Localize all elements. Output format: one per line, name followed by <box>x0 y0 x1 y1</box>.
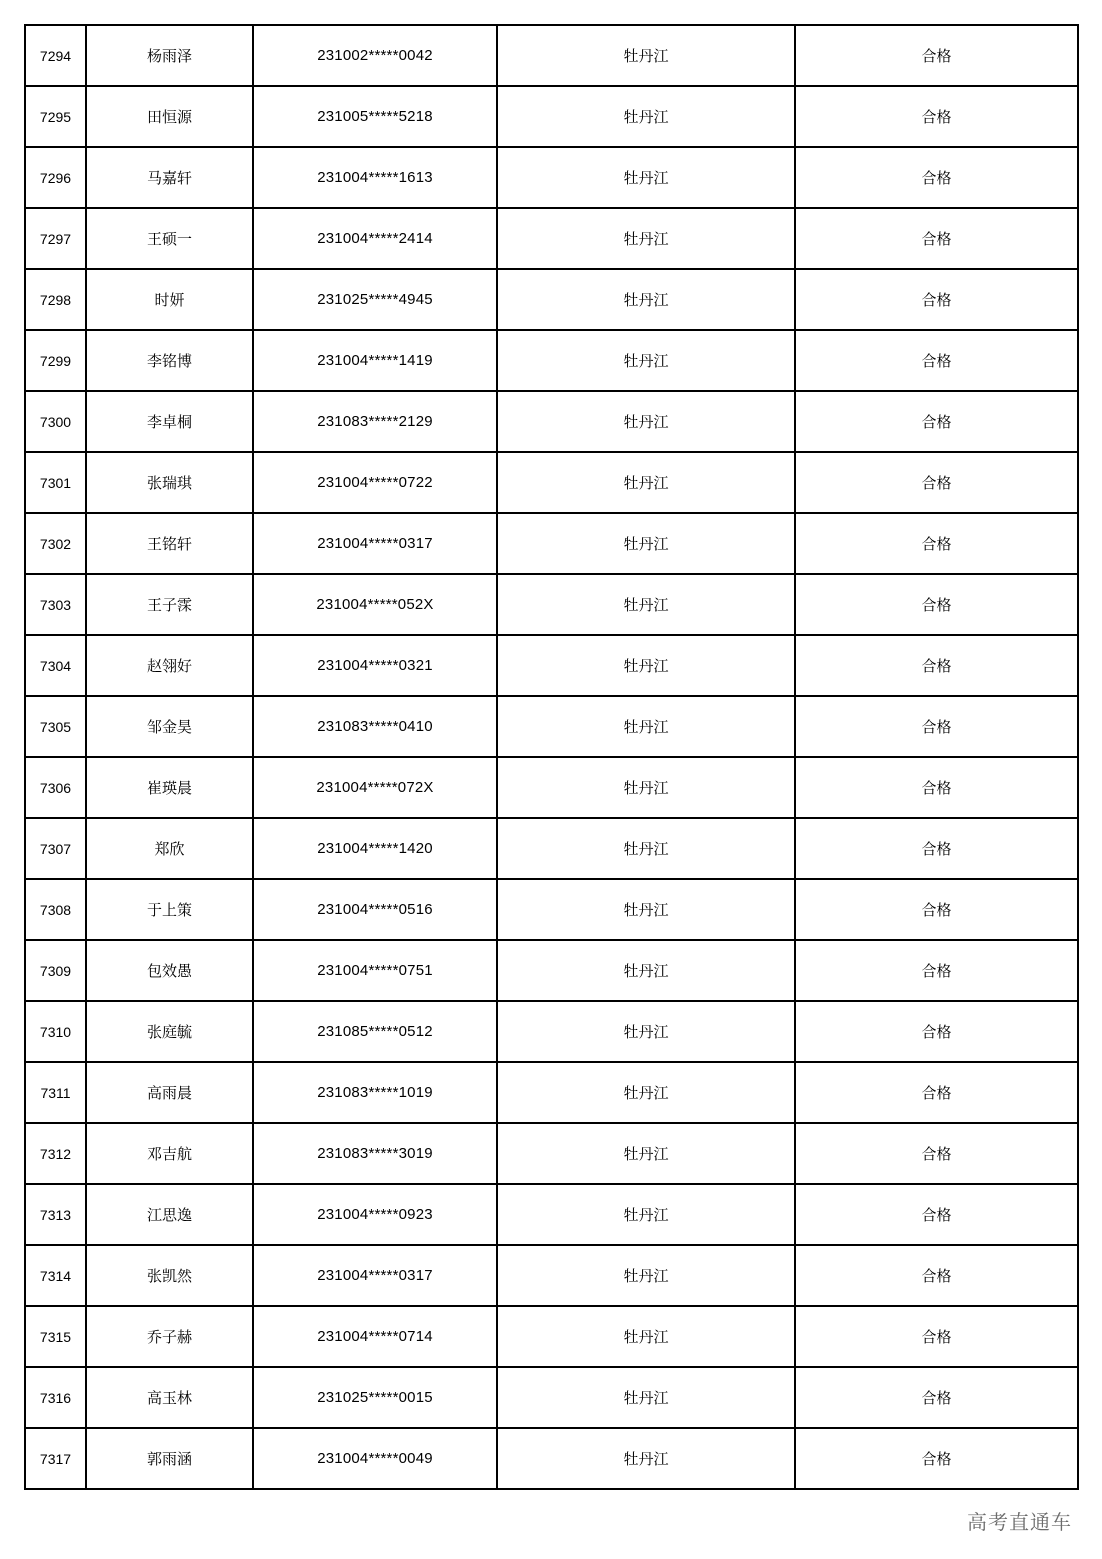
id-number-cell: 231002*****0042 <box>253 25 497 86</box>
city-cell: 牡丹江 <box>497 208 795 269</box>
row-number-cell: 7297 <box>25 208 86 269</box>
table-row <box>25 635 1078 696</box>
result-cell: 合格 <box>795 1428 1078 1489</box>
id-number-cell: 231004*****0317 <box>253 1245 497 1306</box>
city-cell: 牡丹江 <box>497 1367 795 1428</box>
id-number-cell: 231004*****0321 <box>253 635 497 696</box>
table-row <box>25 1123 1078 1184</box>
id-number-cell: 231004*****1420 <box>253 818 497 879</box>
result-cell: 合格 <box>795 330 1078 391</box>
id-number-cell: 231004*****0049 <box>253 1428 497 1489</box>
row-number-cell: 7311 <box>25 1062 86 1123</box>
row-number-cell: 7307 <box>25 818 86 879</box>
id-number-cell: 231025*****4945 <box>253 269 497 330</box>
city-cell: 牡丹江 <box>497 879 795 940</box>
city-cell: 牡丹江 <box>497 1428 795 1489</box>
table-row <box>25 452 1078 513</box>
city-cell: 牡丹江 <box>497 513 795 574</box>
result-cell: 合格 <box>795 25 1078 86</box>
city-cell: 牡丹江 <box>497 940 795 1001</box>
name-cell: 包效愚 <box>86 940 253 1001</box>
table-row <box>25 208 1078 269</box>
id-number-cell: 231004*****2414 <box>253 208 497 269</box>
city-cell: 牡丹江 <box>497 452 795 513</box>
result-cell: 合格 <box>795 879 1078 940</box>
results-sheet <box>24 24 1077 1490</box>
id-number-cell: 231004*****052X <box>253 574 497 635</box>
result-cell: 合格 <box>795 696 1078 757</box>
row-number-cell: 7301 <box>25 452 86 513</box>
city-cell: 牡丹江 <box>497 25 795 86</box>
row-number-cell: 7313 <box>25 1184 86 1245</box>
city-cell: 牡丹江 <box>497 1184 795 1245</box>
result-cell: 合格 <box>795 513 1078 574</box>
table-row <box>25 1367 1078 1428</box>
table-row <box>25 330 1078 391</box>
table-row <box>25 269 1078 330</box>
city-cell: 牡丹江 <box>497 757 795 818</box>
id-number-cell: 231004*****072X <box>253 757 497 818</box>
table-row <box>25 1306 1078 1367</box>
id-number-cell: 231005*****5218 <box>253 86 497 147</box>
row-number-cell: 7304 <box>25 635 86 696</box>
name-cell: 王子霂 <box>86 574 253 635</box>
city-cell: 牡丹江 <box>497 86 795 147</box>
row-number-cell: 7303 <box>25 574 86 635</box>
result-cell: 合格 <box>795 452 1078 513</box>
name-cell: 于上策 <box>86 879 253 940</box>
row-number-cell: 7294 <box>25 25 86 86</box>
row-number-cell: 7296 <box>25 147 86 208</box>
row-number-cell: 7295 <box>25 86 86 147</box>
row-number-cell: 7306 <box>25 757 86 818</box>
name-cell: 张瑞琪 <box>86 452 253 513</box>
table-row <box>25 1001 1078 1062</box>
city-cell: 牡丹江 <box>497 1062 795 1123</box>
city-cell: 牡丹江 <box>497 635 795 696</box>
city-cell: 牡丹江 <box>497 330 795 391</box>
result-cell: 合格 <box>795 818 1078 879</box>
result-cell: 合格 <box>795 635 1078 696</box>
row-number-cell: 7315 <box>25 1306 86 1367</box>
table-row <box>25 879 1078 940</box>
table-row <box>25 147 1078 208</box>
id-number-cell: 231004*****1419 <box>253 330 497 391</box>
name-cell: 赵翎好 <box>86 635 253 696</box>
name-cell: 田恒源 <box>86 86 253 147</box>
row-number-cell: 7308 <box>25 879 86 940</box>
result-cell: 合格 <box>795 208 1078 269</box>
result-cell: 合格 <box>795 1001 1078 1062</box>
city-cell: 牡丹江 <box>497 818 795 879</box>
id-number-cell: 231004*****1613 <box>253 147 497 208</box>
city-cell: 牡丹江 <box>497 1306 795 1367</box>
id-number-cell: 231004*****0751 <box>253 940 497 1001</box>
table-row <box>25 86 1078 147</box>
name-cell: 李卓桐 <box>86 391 253 452</box>
city-cell: 牡丹江 <box>497 147 795 208</box>
id-number-cell: 231083*****2129 <box>253 391 497 452</box>
city-cell: 牡丹江 <box>497 1001 795 1062</box>
row-number-cell: 7305 <box>25 696 86 757</box>
id-number-cell: 231004*****0714 <box>253 1306 497 1367</box>
table-row <box>25 513 1078 574</box>
name-cell: 李铭博 <box>86 330 253 391</box>
table-row <box>25 818 1078 879</box>
name-cell: 马嘉轩 <box>86 147 253 208</box>
table-row <box>25 1062 1078 1123</box>
result-cell: 合格 <box>795 1245 1078 1306</box>
row-number-cell: 7299 <box>25 330 86 391</box>
name-cell: 杨雨泽 <box>86 25 253 86</box>
name-cell: 乔子赫 <box>86 1306 253 1367</box>
id-number-cell: 231085*****0512 <box>253 1001 497 1062</box>
table-row <box>25 696 1078 757</box>
row-number-cell: 7312 <box>25 1123 86 1184</box>
city-cell: 牡丹江 <box>497 1245 795 1306</box>
row-number-cell: 7300 <box>25 391 86 452</box>
result-cell: 合格 <box>795 1123 1078 1184</box>
row-number-cell: 7316 <box>25 1367 86 1428</box>
row-number-cell: 7302 <box>25 513 86 574</box>
name-cell: 郭雨涵 <box>86 1428 253 1489</box>
result-cell: 合格 <box>795 940 1078 1001</box>
results-table <box>24 24 1079 1490</box>
id-number-cell: 231004*****0923 <box>253 1184 497 1245</box>
name-cell: 高玉林 <box>86 1367 253 1428</box>
result-cell: 合格 <box>795 757 1078 818</box>
id-number-cell: 231004*****0317 <box>253 513 497 574</box>
city-cell: 牡丹江 <box>497 269 795 330</box>
table-row <box>25 757 1078 818</box>
name-cell: 邹金昊 <box>86 696 253 757</box>
result-cell: 合格 <box>795 574 1078 635</box>
table-row <box>25 25 1078 86</box>
city-cell: 牡丹江 <box>497 574 795 635</box>
row-number-cell: 7314 <box>25 1245 86 1306</box>
id-number-cell: 231004*****0722 <box>253 452 497 513</box>
name-cell: 郑欣 <box>86 818 253 879</box>
id-number-cell: 231083*****1019 <box>253 1062 497 1123</box>
city-cell: 牡丹江 <box>497 1123 795 1184</box>
table-row <box>25 1428 1078 1489</box>
table-row <box>25 1245 1078 1306</box>
table-row <box>25 1184 1078 1245</box>
name-cell: 时妍 <box>86 269 253 330</box>
name-cell: 崔瑛晨 <box>86 757 253 818</box>
result-cell: 合格 <box>795 1062 1078 1123</box>
id-number-cell: 231025*****0015 <box>253 1367 497 1428</box>
name-cell: 张凯然 <box>86 1245 253 1306</box>
name-cell: 王硕一 <box>86 208 253 269</box>
id-number-cell: 231083*****3019 <box>253 1123 497 1184</box>
table-row <box>25 391 1078 452</box>
row-number-cell: 7298 <box>25 269 86 330</box>
row-number-cell: 7310 <box>25 1001 86 1062</box>
result-cell: 合格 <box>795 86 1078 147</box>
result-cell: 合格 <box>795 147 1078 208</box>
name-cell: 江思逸 <box>86 1184 253 1245</box>
results-table-body <box>25 25 1078 1489</box>
table-row <box>25 940 1078 1001</box>
name-cell: 张庭毓 <box>86 1001 253 1062</box>
id-number-cell: 231004*****0516 <box>253 879 497 940</box>
result-cell: 合格 <box>795 1367 1078 1428</box>
id-number-cell: 231083*****0410 <box>253 696 497 757</box>
city-cell: 牡丹江 <box>497 696 795 757</box>
city-cell: 牡丹江 <box>497 391 795 452</box>
name-cell: 高雨晨 <box>86 1062 253 1123</box>
result-cell: 合格 <box>795 391 1078 452</box>
name-cell: 邓吉航 <box>86 1123 253 1184</box>
watermark: 高考直通车 <box>965 1506 1074 1535</box>
result-cell: 合格 <box>795 1306 1078 1367</box>
table-row <box>25 574 1078 635</box>
result-cell: 合格 <box>795 1184 1078 1245</box>
row-number-cell: 7317 <box>25 1428 86 1489</box>
name-cell: 王铭轩 <box>86 513 253 574</box>
result-cell: 合格 <box>795 269 1078 330</box>
row-number-cell: 7309 <box>25 940 86 1001</box>
